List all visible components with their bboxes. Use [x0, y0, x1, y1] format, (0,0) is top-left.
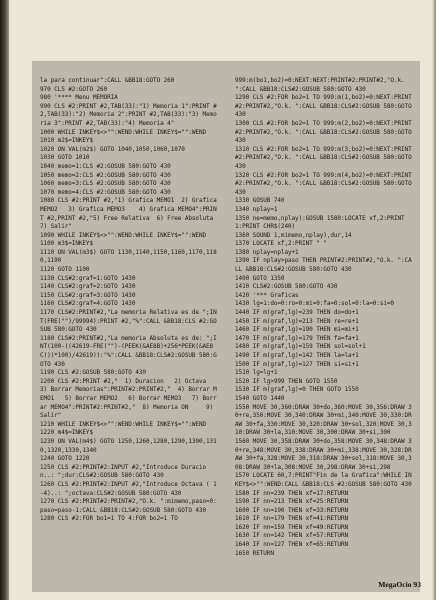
- code-line: 1000 WHILE INKEY$<>"":WEND:WHILE INKEY$="":WEND: [40, 128, 207, 136]
- code-line: 1090 WHILE INKEY$<>"":WEND:WHILE INKEY$="":WEND: [40, 231, 207, 239]
- code-line: 1370 LOCATE xf,2:PRINT " ": [235, 240, 327, 248]
- code-line: 1400 GOTO 1350: [235, 274, 285, 282]
- code-line: 990 CLS #2:PRINT #2,TAB(33):"1) Memoria 1":PRINT #2,TAB(33):"2) Memoria 2":PRINT #2,TAB(33):"3) Memoria 3":PRINT #2,TAB(33):"4) Memoria 4": [40, 102, 217, 127]
- code-line: 1550 MOVE 30,360:DRAW 30+do,360:MOVE 30,356:DRAW 30+re,350:MOVE 30,340:DRAW 30+mi,340:MOVE 30,330:DRAW 30+fa,330:MOVE 30,320:DRAW 30+sol,320:MOVE 30,310:DRAW 30+la,310:MOVE 30,300:DRAW 30+si,300: [235, 403, 412, 437]
- code-line: 1310 CLS #2:FOR bo2=1 TO 999:m(3,bo2)=0:NEXT:PRINT#2:PRINT#2,"O.k. ":CALL &BB18:CLS#2:GOSUB 580:GOTO 430: [235, 145, 416, 170]
- code-line: 1410 CLS#2:GOSUB 580:GOTO 430: [235, 283, 338, 291]
- code-line: 1350 ne=memo,nplay):GOSUB 1580:LOCATE xf,2:PRINT 1:PRINT CHR$(240): [235, 214, 409, 231]
- code-line: 1640 IF nn=127 THEN xf=65:RETURN: [235, 541, 349, 549]
- code-line: 1570 LOCATE 60,7:PRINT"Fin de la Grafica":WHILE INKEY$<>"":WEND:CALL &BB18:CLS #2:GOSUB 580:GOTO 430: [235, 472, 412, 488]
- code-line: 1190 CLS #2:GOSUB 580:GOTO 430: [40, 369, 146, 377]
- code-line: 1270 CLS #2:PRINT#2:PRINT#2,"O.k. ":mimemo,paso=0:paso=paso-1:CALL &BB18:CLS#2:GOSUB 580:GOTO 430: [40, 498, 217, 514]
- page-folio: MegaOcio 93: [378, 580, 421, 589]
- code-line: 1560 MOVE 30,358:DRAW 30+do,358:MOVE 30,348:DRAW 30+re,348:MOVE 30,338:DRAW 30+mi,338:MOVE 30,328:DRAW 30+fa,328:MOVE 30,318:DRAW 30+sol,318:MOVE 30,308:DRAW 30+la,308:MOVE 30,298:DRAW 30+si,298: [235, 437, 412, 471]
- code-line: 1450 IF m(graf,lg)=213 THEN re=re+1: [235, 317, 359, 325]
- page-edge-shadow: [432, 0, 436, 600]
- code-line: 1260 CLS #2:PRINT#2:INPUT #2,"Introduce Octava ( 1-4)..: ";octava:CLS#2:GOSUB 580:GOTO 430: [40, 480, 217, 497]
- code-line: 1390 IF nplay>paso THEN PRINT#2:PRINT#2,"O.k. ":CALL &BB18:CLS#2:GOSUB 580:GOTO 430: [235, 257, 412, 274]
- code-line: 1440 IF m(graf,lg)=239 THEN do=do+1: [235, 309, 359, 317]
- code-line: 1020 ON VAL(m2$) GOTO 1040,1050,1060,1070: [40, 145, 185, 153]
- code-line: 980 '**** Menu MEMORIA: [40, 94, 118, 102]
- code-line: 1220 m4$=INKEY$: [40, 429, 93, 437]
- page-binding: [0, 0, 9, 600]
- code-line: 1120 GOTO 1100: [40, 266, 90, 274]
- code-line: 1430 lg=1:do=0:ro=0:mi=0:fa=0:sol=0:la=0:si=0: [235, 300, 394, 308]
- code-line: 1500 IF m(graf,lg)=127 THEN si=si+1: [235, 360, 359, 368]
- code-listing-panel: [32, 61, 420, 592]
- code-line: 1360 SOUND 1,mimemo,nplay),dur,14: [235, 231, 352, 239]
- code-line: 970 CLS #2:GOTO 260: [40, 85, 108, 93]
- code-line: 1040 memo=1:CLS #2:GOSUB 580:GOTO 430: [40, 162, 171, 170]
- code-line: 1580 IF nn=239 THEN xf=17:RETURN: [235, 489, 349, 497]
- code-line: 1610 IF nn=179 THEN xf=41:RETURN: [235, 515, 349, 523]
- code-line: 1470 IF m(graf,lg)=179 THEN fa=fa+1: [235, 334, 359, 342]
- code-line: 1420 '*** Graficas: [235, 291, 299, 299]
- code-line: 1620 IF nn=159 THEN xf=49:RETURN: [235, 523, 349, 531]
- code-line: 1250 CLS #2:PRINT#2:INPUT #2,"Introduce Duracion..: ";dur:CLS#2:GOSUB 580:GOTO 430: [40, 463, 207, 480]
- code-line: 1210 WHILE INKEY$<>"":WEND:WHILE INKEY$="":WEND: [40, 420, 207, 428]
- code-line: 1070 memo=4:CLS #2:GOSUB 580:GOTO 430: [40, 188, 171, 196]
- code-line: 1100 m3$=INKEY$: [40, 240, 93, 248]
- code-line: 1320 CLS #2:FOR bo2=1 TO 999:m(4,bo2)=0:NEXT:PRINT#2:PRINT#2,"O.k. ":CALL &BB18:CLS#2:GOSUB 580:GOTO 430: [235, 171, 416, 196]
- code-line: 1590 IF nn=213 THEN xf=25:RETURN: [235, 498, 349, 506]
- code-line: 1230 ON VAL(m4$) GOTO 1250,1260,1280,1290,1300,1310,1320,1330,1340: [40, 437, 217, 454]
- code-line: 1530 IF m(graf,lg)=0 THEN GOTO 1550: [235, 386, 359, 394]
- code-line: 1240 GOTO 1220: [40, 455, 90, 463]
- code-line: 1010 m2$=INKEY$: [40, 137, 93, 145]
- code-line: 1340 nplay=1: [235, 205, 278, 213]
- code-line: 1050 memo=2:CLS #2:GOSUB 580:GOTO 430: [40, 171, 171, 179]
- code-line: 1160 CLS#2:graf=4:GOTO 1430: [40, 300, 136, 308]
- code-line: 1380 nplay=nplay+1: [235, 248, 299, 256]
- code-line: 999:m(bo1,bo2)=0:NEXT:NEXT:PRINT#2:PRINT#2,"O.k. ":CALL &BB18:CLS#2:GOSUB 580:GOTO 430: [235, 77, 409, 93]
- code-line: 1170 CLS#2:PRINT#2,"La memoria Relativa es de ";INT(FRE("")/99994):PRINT #2,"%":CALL &BB18:CLS #2:GOSUB 580:GOTO 430: [40, 309, 217, 334]
- code-line: 1150 CLS#2:graf=3:GOTO 1430: [40, 291, 136, 299]
- code-line: 1630 IF nn=142 THEN xf=57:RETURN: [235, 532, 349, 540]
- code-line: 1140 CLS#2:graf=2:GOTO 1430: [40, 283, 136, 291]
- code-line: 1060 memo=3:CLS #2:GOSUB 580:GOTO 430: [40, 180, 171, 188]
- code-line: 1030 GOTO 1010: [40, 154, 90, 162]
- listing-left-column: [40, 77, 242, 524]
- code-line: 1110 ON VAL(m3$) GOTO 1130,1140,1150,1160,1170,1180,1190: [40, 248, 217, 265]
- code-line: 1300 CLS #2:FOR bo2=1 TO 999:m(2,bo2)=0:NEXT:PRINT#2:PRINT#2,"O.k. ":CALL &BB18:CLS#2:GOSUB 580:GOTO 430: [235, 119, 416, 145]
- code-line: 1280 CLS #2:FOR bo1=1 TO 4:FOR bo2=1 TO: [40, 515, 178, 523]
- code-line: 1600 IF nn=190 THEN xf=33:RETURN: [235, 506, 349, 514]
- code-line: 1080 CLS #2:PRINT #2,"1) Grafica MEMO1 2) Grafica MEMO2 3) Grafica MEMO3 4) Grafica MEMO4":PRINT #2,PRINT #2,"5) Free Relativa 6) Free Absoluta 7) Salir": [40, 197, 221, 231]
- listing-right-column: [235, 77, 415, 558]
- code-line: 1290 CLS #2:FOR bo2=1 TO 999:m(1,bo2)=0:NEXT:PRINT#2:PRINT#2,"O.k. ":CALL &BB18:CLS#2:GOSUB 580:GOTO 430: [235, 94, 416, 119]
- code-line: la para continuar":CALL &BB18:GOTO 260: [40, 77, 175, 84]
- code-line: 1490 IF m(graf,lg)=142 THEN la=la+1: [235, 352, 359, 359]
- code-line: 1130 CLS#2:graf=1:GOTO 1430: [40, 274, 136, 282]
- code-line: 1650 RETURN: [235, 549, 274, 557]
- code-line: 1200 CLS #2:PRINT #2," 1) Duracion 2) Octava 3) Borrar Memorias":PRINT#2:PRINT#2," 4) Borrar MEMO1 5) Borrar MEMO2 6) Borrar MEMO3 7) Borrar MEMO4":PRINT#2:PRINT#2," 8) Memoria ON 9) Salir": [40, 377, 242, 420]
- code-line: 1520 IF lg>999 THEN GOTO 1550: [235, 377, 338, 385]
- code-line: 1540 GOTO 1440: [235, 394, 285, 402]
- code-line: 1510 lg=lg+1: [235, 369, 278, 377]
- code-line: 1480 IF m(graf,lg)=159 THEN sol=sol+1: [235, 343, 366, 351]
- code-line: 1330 GOSUB 740: [235, 197, 285, 205]
- code-line: 1180 CLS#2:PRINT#2,"La memoria Absoluta es de: ";INT(100-((42619-FRE("")-(PEEK(&AE8B)+256*PEEK(&AE8C)))*100)/42619)):"%":CALL &BB18:CLS#2:GOSUB 580:GOTO 430: [40, 334, 217, 368]
- code-line: 1460 IF m(graf,lg)=190 THEN mi=mi+1: [235, 326, 359, 334]
